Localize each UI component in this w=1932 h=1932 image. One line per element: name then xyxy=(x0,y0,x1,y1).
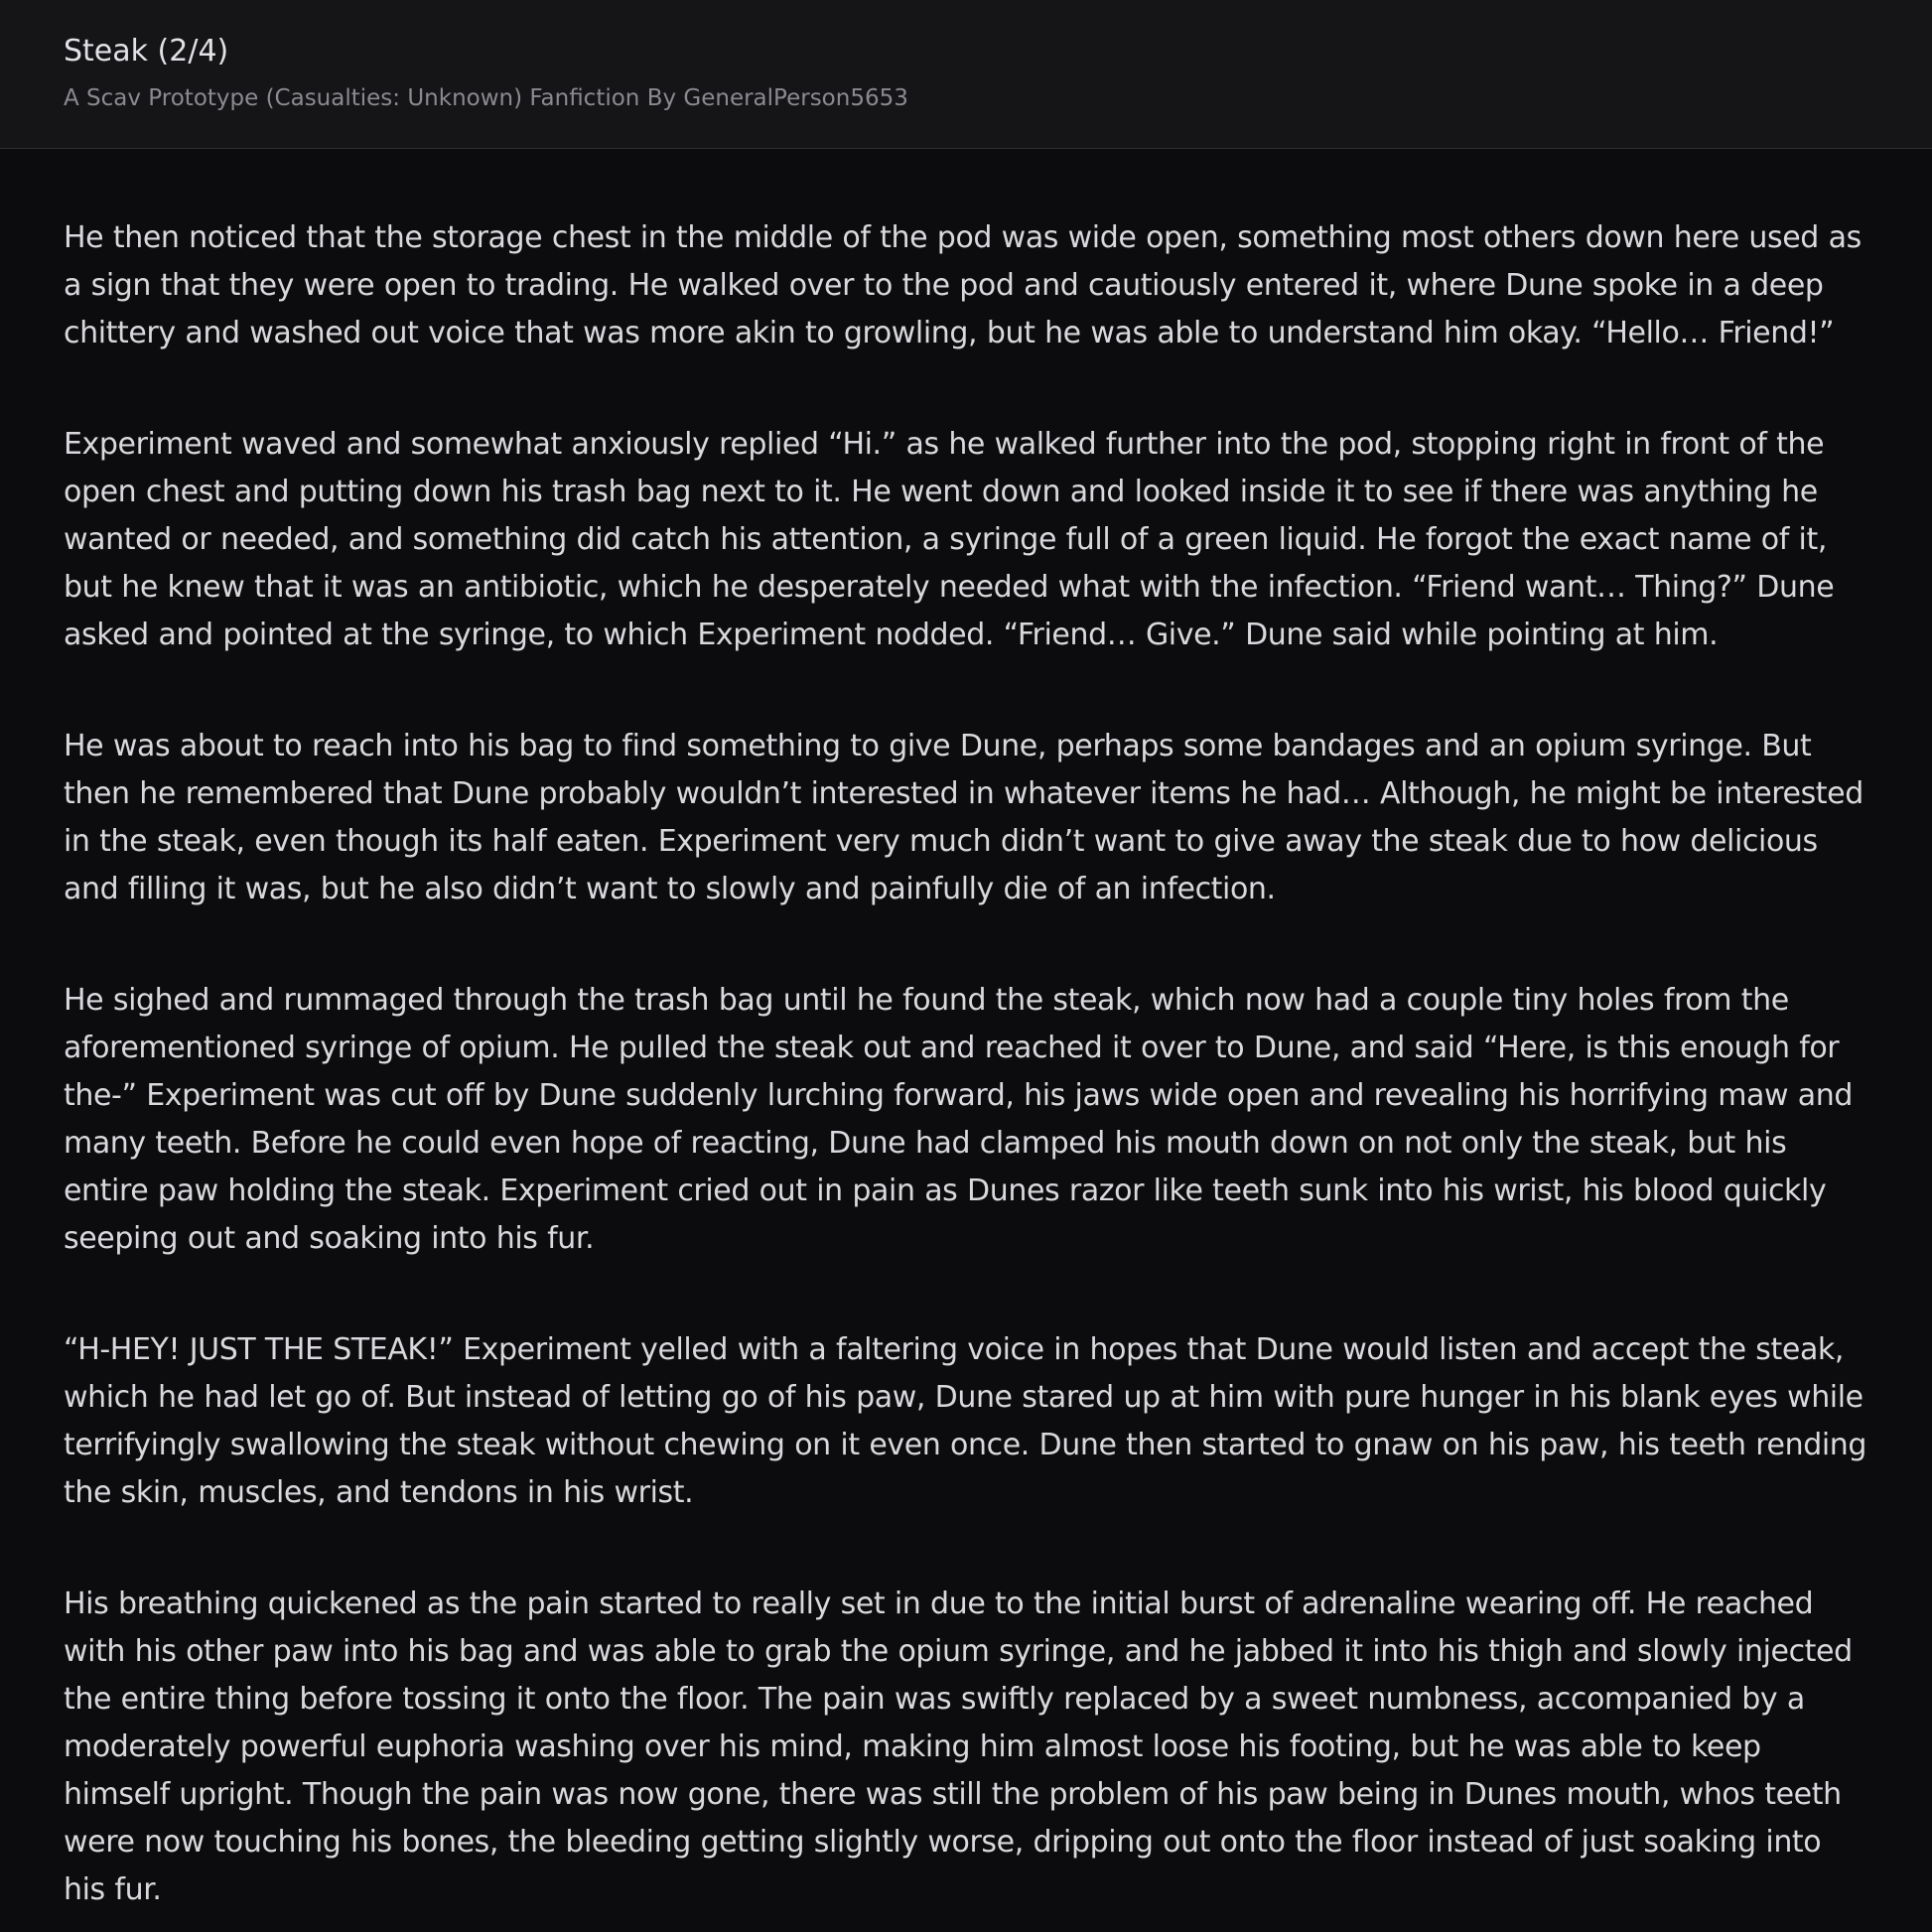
story-subtitle: A Scav Prototype (Casualties: Unknown) Fanfiction By GeneralPerson5653 xyxy=(64,85,908,111)
story-header xyxy=(0,0,1932,149)
story-paragraph: He was about to reach into his bag to find something to give Dune, perhaps some bandages and an opium syringe. But then he remembered that Dune probably wouldn’t interested in whatever items he had… Although, he might be interested in the steak, even though its half eaten. Experiment very much didn’t want to give away the steak due to how delicious and filling it was, but he also didn’t want to slowly and painfully die of an infection. xyxy=(64,729,1863,906)
story-paragraph: Experiment waved and somewhat anxiously replied “Hi.” as he walked further into the pod, stopping right in front of the open chest and putting down his trash bag next to it. He went down and looked inside it to see if there was anything he wanted or needed, and something did catch his attention, a syringe full of a green liquid. He forgot the exact name of it, but he knew that it was an antibiotic, which he desperately needed what with the infection. “Friend want… Thing?” Dune asked and pointed at the syringe, to which Experiment nodded. “Friend… Give.” Dune said while pointing at him. xyxy=(64,427,1835,652)
story-paragraph: He sighed and rummaged through the trash bag until he found the steak, which now had a couple tiny holes from the aforementioned syringe of opium. He pulled the steak out and reached it over to Dune, and said “Here, is this enough for the-” Experiment was cut off by Dune suddenly lurching forward, his jaws wide open and revealing his horrifying maw and many teeth. Before he could even hope of reacting, Dune had clamped his mouth down on not only the steak, but his entire paw holding the steak. Experiment cried out in pain as Dunes razor like teeth sunk into his wrist, his blood quickly seeping out and soaking into his fur. xyxy=(64,983,1854,1256)
story-body xyxy=(0,149,1932,1914)
story-paragraph: He then noticed that the storage chest in the middle of the pod was wide open, something most others down here used as a sign that they were open to trading. He walked over to the pod and cautiously entered it, where Dune spoke in a deep chittery and washed out voice that was more akin to growling, but he was able to understand him okay. “Hello… Friend!” xyxy=(64,220,1862,350)
story-paragraph: His breathing quickened as the pain started to really set in due to the initial burst of adrenaline wearing off. He reached with his other paw into his bag and was able to grab the opium syringe, and he jabbed it into his thigh and slowly injected the entire thing before tossing it onto the floor. The pain was swiftly replaced by a sweet numbness, accompanied by a moderately powerful euphoria washing over his mind, making him almost loose his footing, but he was able to keep himself upright. Though the pain was now gone, there was still the problem of his paw being in Dunes mouth, whos teeth were now touching his bones, the bleeding getting slightly worse, dripping out onto the floor instead of just soaking into his fur. xyxy=(64,1587,1853,1907)
story-title: Steak (2/4) xyxy=(64,34,229,69)
story-paragraph: “H-HEY! JUST THE STEAK!” Experiment yelled with a faltering voice in hopes that Dune would listen and accept the steak, which he had let go of. But instead of letting go of his paw, Dune stared up at him with pure hunger in his blank eyes while terrifyingly swallowing the steak without chewing on it even once. Dune then started to gnaw on his paw, his teeth rending the skin, muscles, and tendons in his wrist. xyxy=(64,1332,1867,1510)
